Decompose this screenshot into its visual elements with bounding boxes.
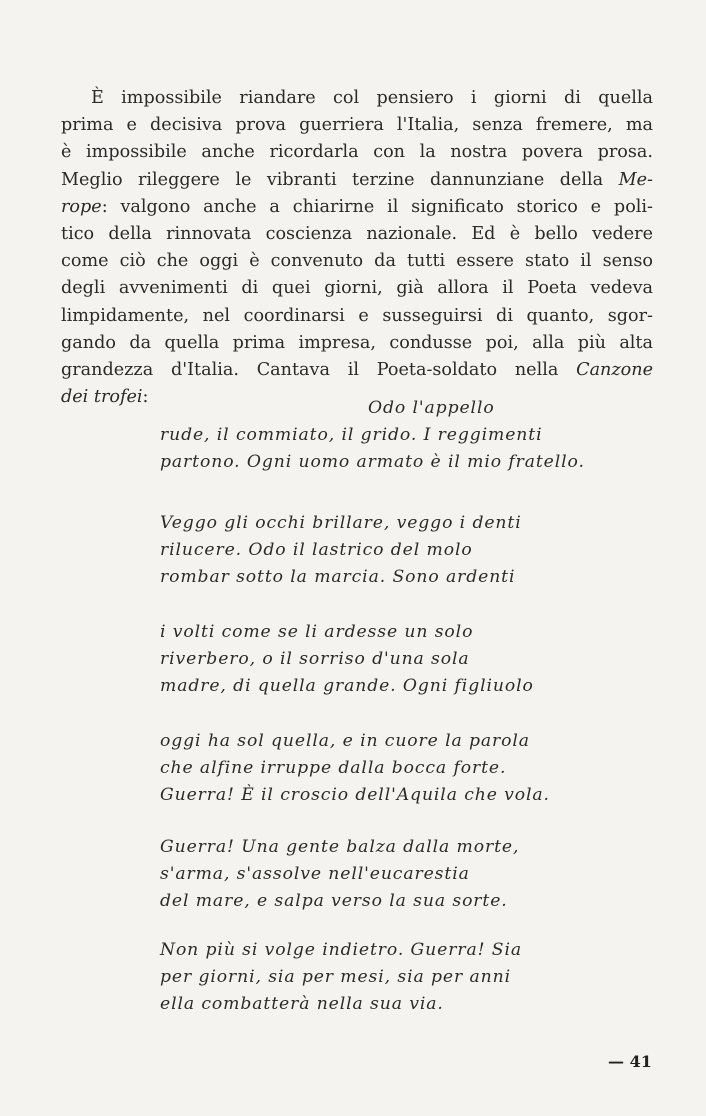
verse-stanza-3 <box>160 619 600 700</box>
verse-line: Veggo gli occhi brillare, veggo i denti <box>160 513 522 533</box>
verse-line: Odo l'appello <box>368 398 495 418</box>
page-number: — 41 <box>608 1052 652 1071</box>
verse-line: del mare, e salpa verso la sua sorte. <box>160 891 508 911</box>
prose-paragraph <box>61 85 653 411</box>
verse-line: i volti come se li ardesse un solo <box>160 622 474 642</box>
verse-stanza-6 <box>160 937 600 1018</box>
verse-line: oggi ha sol quella, e in cuore la parola <box>160 731 530 751</box>
verse-stanza-4 <box>160 728 600 809</box>
prose-line <box>61 167 653 194</box>
prose-line: gando da quella prima impresa, condusse poi, alla più alta <box>61 332 653 353</box>
prose-line: prima e decisiva prova guerriera l'Italia, senza fremere, ma <box>61 115 653 136</box>
verse-line: che alfine irruppe dalla bocca forte. <box>160 758 507 778</box>
prose-line: è impossibile anche ricordarla con la nostra povera prosa. <box>61 142 653 163</box>
prose-text: : <box>142 387 149 408</box>
prose-line <box>61 194 653 221</box>
verse-stanza-1 <box>160 395 600 476</box>
verse-line: Non più si volge indietro. Guerra! Sia <box>160 940 522 960</box>
verse-line: rombar sotto la marcia. Sono ardenti <box>160 567 516 587</box>
prose-text: : valgono anche a chiarirne il significato storico e poli- <box>101 196 653 217</box>
italic-title-dei-trofei: dei trofei <box>61 387 143 408</box>
verse-line: Guerra! Una gente balza dalla morte, <box>160 837 520 857</box>
verse-stanza-2 <box>160 510 600 591</box>
italic-title-merope-part2: rope <box>61 196 102 217</box>
verse-line: riverbero, o il sorriso d'una sola <box>160 649 470 669</box>
prose-line <box>61 357 653 384</box>
italic-title-canzone: Canzone <box>576 359 653 380</box>
italic-title-merope-part1: Me- <box>618 169 653 190</box>
prose-line: come ciò che oggi è convenuto da tutti essere stato il senso <box>61 251 653 272</box>
verse-line: rilucere. Odo il lastrico del molo <box>160 540 473 560</box>
verse-line: partono. Ogni uomo armato è il mio fratello. <box>160 452 585 472</box>
verse-line: ella combatterà nella sua via. <box>160 994 444 1014</box>
prose-line: limpidamente, nel coordinarsi e susseguirsi di quanto, sgor- <box>61 305 653 326</box>
prose-text: grandezza d'Italia. Cantava il Poeta-soldato nella <box>61 359 577 380</box>
prose-line: degli avvenimenti di quei giorni, già allora il Poeta vedeva <box>61 278 653 299</box>
verse-line: madre, di quella grande. Ogni figliuolo <box>160 676 534 696</box>
verse-line: Guerra! È il croscio dell'Aquila che vola. <box>160 785 550 805</box>
verse-stanza-5 <box>160 834 600 915</box>
prose-text: Meglio rileggere le vibranti terzine dannunziane della <box>61 169 619 190</box>
prose-line: tico della rinnovata coscienza nazionale. Ed è bello vedere <box>61 223 653 244</box>
verse-line: s'arma, s'assolve nell'eucarestia <box>160 864 470 884</box>
verse-line: per giorni, sia per mesi, sia per anni <box>160 967 511 987</box>
prose-line: È impossibile riandare col pensiero i giorni di quella <box>91 88 653 108</box>
verse-line: rude, il commiato, il grido. I reggimenti <box>160 425 543 445</box>
